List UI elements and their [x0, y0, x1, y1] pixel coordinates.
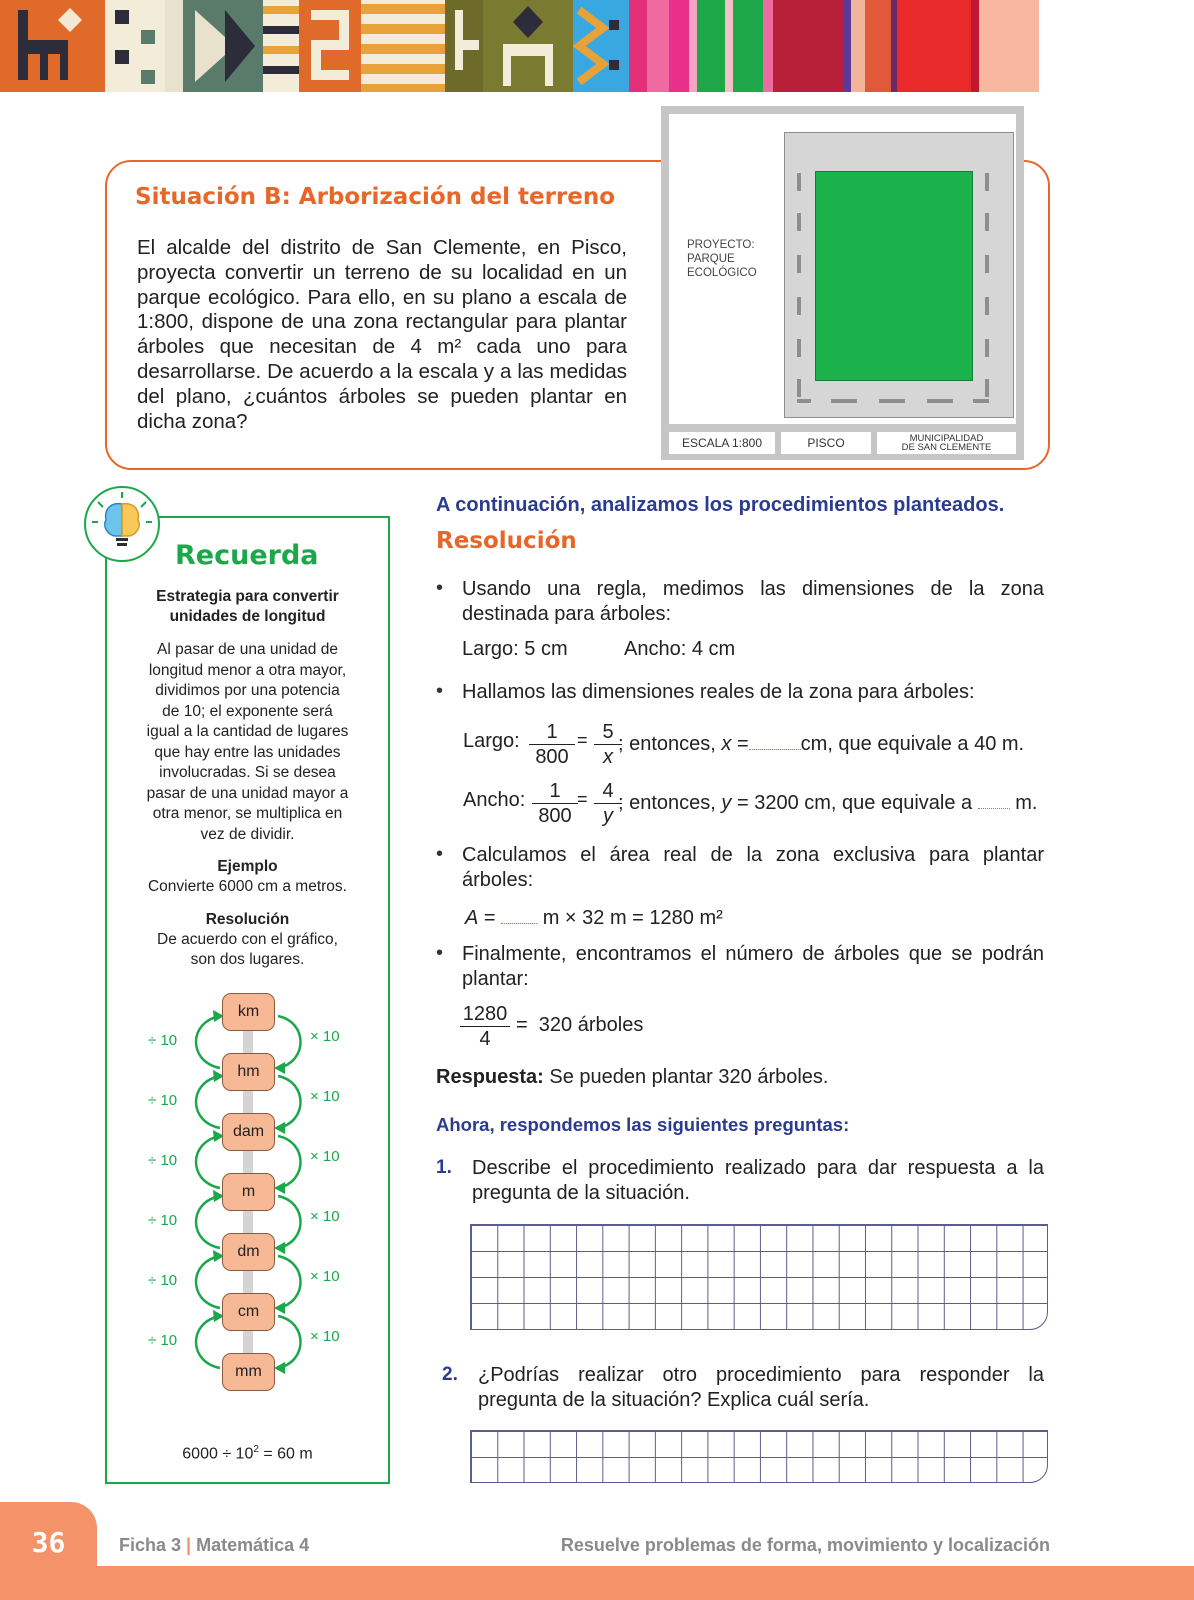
length-result-text: = — [731, 733, 749, 755]
path-dash — [985, 213, 989, 231]
path-dash — [797, 173, 801, 191]
footer-ficha-label: Ficha 3 — [119, 1535, 182, 1555]
length-variable: x — [721, 733, 732, 755]
width-result-line — [618, 789, 1037, 815]
example-text: Convierte 6000 cm a metros. — [147, 878, 347, 895]
path-dash — [797, 399, 811, 403]
length-result-line — [618, 730, 1024, 756]
footer-band — [0, 1566, 1194, 1600]
question2-number: 2. — [442, 1364, 458, 1385]
resolution-mini-text: De acuerdo con el gráfico, — [157, 931, 338, 948]
path-dash — [797, 255, 801, 273]
multiply-by-ten-label: × 10 — [310, 1088, 340, 1105]
band-segment — [733, 0, 763, 92]
band-segment — [105, 0, 165, 92]
fraction-numerator: 1 — [529, 720, 575, 745]
plan-land-plot — [784, 132, 1014, 418]
conversion-result-exponent: 2 — [253, 1444, 259, 1455]
area-answer-blank[interactable] — [501, 904, 537, 924]
fraction-numerator: 1 — [532, 779, 578, 804]
fraction-numerator: 4 — [594, 779, 622, 804]
band-segment — [299, 0, 361, 92]
band-segment — [669, 0, 689, 92]
resolution-mini-text: son dos lugares. — [190, 951, 305, 968]
question2-text: ¿Podrías realizar otro procedimiento para responder la pregunta de la situación? Explica cuál sería. — [478, 1364, 1044, 1411]
band-segment — [843, 0, 851, 92]
width-label: Ancho: — [463, 789, 526, 811]
plan-project-line: ECOLÓGICO — [687, 267, 757, 279]
park-plan-figure — [661, 106, 1024, 460]
decorative-textile-band — [0, 0, 1194, 92]
length-label: Largo: — [463, 730, 520, 752]
divide-by-ten-label: ÷ 10 — [148, 1272, 178, 1289]
plan-municipality-cell — [877, 432, 1016, 454]
divide-by-ten-label: ÷ 10 — [148, 1032, 178, 1049]
resolution-mini-title: Resolución — [205, 911, 290, 928]
conversion-result-base: 6000 ÷ 10 — [182, 1445, 254, 1463]
area-variable: A — [465, 907, 479, 929]
width-variable: y — [721, 792, 732, 814]
recuerda-body-line: que hay entre las unidades — [154, 743, 341, 761]
step3-text: Calculamos el área real de la zona exclusiva para plantar árboles: — [462, 844, 1044, 891]
area-equation — [465, 904, 723, 930]
fraction-denominator: 800 — [538, 805, 572, 827]
recuerda-body-line: involucradas. Si se desea — [159, 764, 336, 781]
trees-result: = 320 árboles — [516, 1014, 644, 1036]
recuerda-body-line: igual a la cantidad de lugares — [146, 723, 349, 740]
length-result-text: ; entonces, — [618, 733, 722, 755]
plan-project-label — [687, 238, 757, 280]
situation-text: El alcalde del distrito de San Clemente, en Pisco, proyecta convertir un terreno de su localidad en un parque ecológico. Para ello, en su plano a escala de 1:800, dispone de una zona rectangular para plantar árboles que necesitan de 4 m² cada uno para desarrollarse. De acuerdo a la escala y a las medidas del plano, ¿cuántos árboles se pueden plantar en dicha zona? — [137, 236, 627, 433]
recuerda-body-line: dividimos por una potencia — [155, 682, 340, 699]
band-segment — [573, 0, 629, 92]
step2-text: Hallamos las dimensiones reales de la zona para árboles: — [462, 681, 975, 703]
path-dash — [797, 213, 801, 231]
footer-competency: Resuelve problemas de forma, movimiento y localización — [560, 1535, 1050, 1555]
band-segment — [773, 0, 843, 92]
band-segment — [263, 0, 299, 92]
answer-label: Respuesta: — [436, 1066, 544, 1088]
fraction-denominator: 4 — [479, 1028, 491, 1050]
unit-box: mm — [222, 1353, 275, 1391]
recuerda-body-line: vez de dividir. — [200, 825, 295, 843]
footer-separator: | — [186, 1535, 192, 1555]
equals-sign: = — [577, 730, 588, 750]
plan-project-line: PROYECTO: — [687, 239, 755, 251]
recuerda-title: Recuerda — [175, 540, 319, 571]
page-number: 36 — [31, 1526, 66, 1559]
area-equation-text: m × 32 m = 1280 m² — [537, 907, 723, 929]
band-segment — [445, 0, 483, 92]
area-equation-text: = — [478, 907, 502, 929]
intro-line: A continuación, analizamos los procedimientos planteados. — [436, 494, 1005, 516]
bullet-marker: • — [436, 680, 444, 702]
width-result-text: m. — [1009, 792, 1038, 814]
length-result-text: cm, que equivale a 40 m. — [800, 733, 1025, 755]
example-title: Ejemplo — [217, 858, 278, 875]
questions-intro: Ahora, respondemos las siguientes preguntas: — [436, 1114, 850, 1135]
resolution-title: Resolución — [436, 528, 577, 554]
multiply-by-ten-label: × 10 — [310, 1268, 340, 1285]
band-segment — [629, 0, 647, 92]
situation-title: Situación B: Arborización del terreno — [135, 184, 616, 210]
width-result-text: ; entonces, — [618, 792, 722, 814]
divide-by-ten-label: ÷ 10 — [148, 1152, 178, 1169]
band-segment — [0, 0, 105, 92]
step4-text: Finalmente, encontramos el número de árboles que se podrán plantar: — [462, 943, 1044, 990]
llama-pattern-icon — [0, 0, 105, 92]
band-segment — [763, 0, 773, 92]
plan-title-block — [669, 432, 1016, 454]
step1-width: Ancho: 4 cm — [624, 638, 736, 660]
bullet-marker: • — [436, 577, 444, 599]
plan-scale-cell: ESCALA 1:800 — [669, 432, 775, 454]
length-scale-fraction — [529, 720, 575, 769]
recuerda-body-line: longitud menor a otra mayor, — [148, 661, 347, 679]
fraction-numerator: 5 — [594, 720, 622, 745]
recuerda-subtitle: unidades de longitud — [169, 608, 326, 625]
bullet-marker: • — [436, 843, 444, 865]
path-dash — [985, 173, 989, 191]
path-dash — [985, 255, 989, 273]
recuerda-body-line: otra menor, se multiplica en — [152, 805, 343, 822]
multiply-by-ten-label: × 10 — [310, 1148, 340, 1165]
bullet-marker: • — [436, 942, 444, 964]
multiply-by-ten-label: × 10 — [310, 1028, 340, 1045]
path-dash — [973, 399, 989, 403]
step1-length: Largo: 5 cm — [462, 638, 568, 660]
band-segment — [865, 0, 891, 92]
answer-line — [436, 1066, 828, 1089]
path-dash — [927, 399, 953, 403]
divide-by-ten-label: ÷ 10 — [148, 1332, 178, 1349]
tree-zone-rectangle — [815, 171, 973, 381]
length-answer-blank[interactable] — [749, 730, 801, 750]
band-segment — [483, 0, 573, 92]
fraction-denominator: x — [603, 746, 613, 768]
unit-box: hm — [222, 1053, 275, 1091]
band-segment — [647, 0, 669, 92]
path-dash — [831, 399, 857, 403]
band-segment — [361, 0, 445, 92]
fraction-denominator: 800 — [535, 746, 569, 768]
recuerda-body-line: pasar de una unidad mayor a — [146, 784, 349, 802]
conversion-result — [115, 1444, 380, 1463]
path-dash — [985, 339, 989, 357]
answer-grid-q1[interactable] — [470, 1224, 1048, 1330]
recuerda-body-line: de 10; el exponente será — [162, 702, 333, 720]
path-dash — [797, 297, 801, 315]
width-answer-blank[interactable] — [978, 789, 1010, 809]
width-result-text: = 3200 cm, que equivale a — [731, 792, 978, 814]
question1-text: Describe el procedimiento realizado para dar respuesta a la pregunta de la situación. — [472, 1157, 1044, 1204]
band-segment — [725, 0, 733, 92]
width-scale-fraction — [532, 779, 578, 828]
plan-place-cell: PISCO — [781, 432, 871, 454]
divide-by-ten-label: ÷ 10 — [148, 1212, 178, 1229]
recuerda-body-line: Al pasar de una unidad de — [157, 641, 338, 658]
band-segment — [971, 0, 979, 92]
path-dash — [985, 379, 989, 397]
plan-municipality-line: MUNICIPALIDAD — [909, 433, 984, 444]
path-dash — [797, 339, 801, 357]
plan-municipality-line: DE SAN CLEMENTE — [901, 442, 992, 453]
fraction-numerator: 1280 — [460, 1002, 510, 1027]
band-segment — [689, 0, 697, 92]
footer-ficha — [119, 1535, 309, 1556]
unit-box: m — [222, 1173, 275, 1211]
band-segment — [979, 0, 1039, 92]
recuerda-subtitle: Estrategia para convertir — [156, 588, 339, 605]
unit-box: dam — [222, 1113, 275, 1151]
band-segment — [165, 0, 263, 92]
fraction-denominator: y — [603, 805, 613, 827]
multiply-by-ten-label: × 10 — [310, 1328, 340, 1345]
step1-text: Usando una regla, medimos las dimensiones de la zona destinada para árboles: — [462, 578, 1044, 625]
path-dash — [797, 379, 801, 397]
trees-fraction — [460, 1002, 510, 1051]
path-dash — [879, 399, 905, 403]
unit-box: dm — [222, 1233, 275, 1271]
equals-sign: = — [577, 789, 588, 809]
footer-subject: Matemática 4 — [196, 1535, 310, 1555]
plan-project-line: PARQUE — [687, 253, 735, 265]
answer-grid-q2[interactable] — [470, 1430, 1048, 1483]
question1-number: 1. — [436, 1157, 452, 1178]
brain-lightbulb-icon — [84, 486, 160, 562]
divide-by-ten-label: ÷ 10 — [148, 1092, 178, 1109]
band-segment — [851, 0, 865, 92]
path-dash — [985, 297, 989, 315]
conversion-result-tail: = 60 m — [258, 1445, 313, 1463]
answer-text: Se pueden plantar 320 árboles. — [543, 1066, 829, 1088]
plan-drawing-area — [669, 114, 1016, 424]
unit-box: km — [222, 993, 275, 1031]
unit-box: cm — [222, 1293, 275, 1331]
band-segment — [897, 0, 971, 92]
band-segment — [697, 0, 725, 92]
multiply-by-ten-label: × 10 — [310, 1208, 340, 1225]
